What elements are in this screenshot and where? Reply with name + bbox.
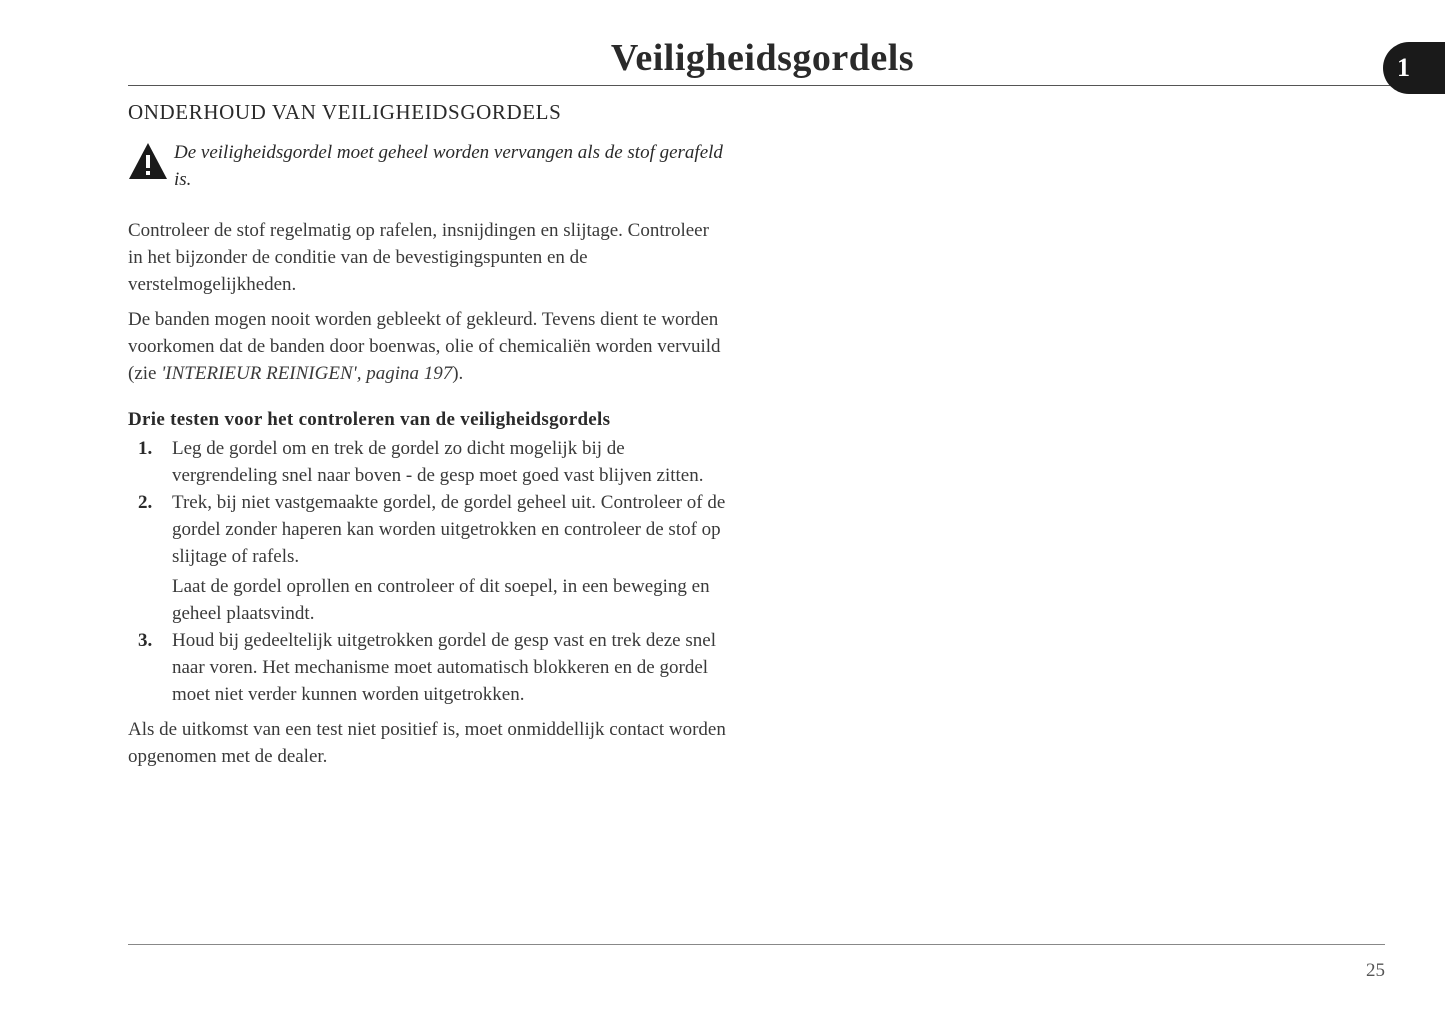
step-number: 1. xyxy=(138,438,153,459)
test-step xyxy=(128,435,728,489)
step-text: Leg de gordel om en trek de gordel zo dicht mogelijk bij de vergrendeling snel naar boven - de gesp moet goed vast blijven zitten. xyxy=(172,438,704,486)
paragraph-inspection: Controleer de stof regelmatig op rafelen, insnijdingen en slijtage. Controleer in het bijzonder de conditie van de bevestigingspunten en de verstelmogelijkheden. xyxy=(128,220,709,295)
content-column xyxy=(128,100,728,778)
paragraph-cleaning-text: De banden mogen nooit worden gebleekt of gekleurd. Tevens dient te worden voorkomen dat de banden door boenwas, olie of chemicaliën worden vervuild (zie xyxy=(128,309,721,384)
paragraph-cleaning xyxy=(128,306,728,387)
tests-subheading: Drie testen voor het controleren van de veiligheidsgordels xyxy=(128,409,611,430)
page-title: Veiligheidsgordels xyxy=(610,37,915,79)
warning-text: De veiligheidsgordel moet geheel worden vervangen als de stof gerafeld is. xyxy=(174,142,723,190)
paragraph-conclusion: Als de uitkomst van een test niet positief is, moet onmiddellijk contact worden opgenomen met de dealer. xyxy=(128,719,726,767)
warning-box xyxy=(128,139,728,193)
step-text: Trek, bij niet vastgemaakte gordel, de gordel geheel uit. Controleer of de gordel zonder haperen kan worden uitgetrokken en controleer de stof op slijtage of rafels. xyxy=(172,492,726,567)
chapter-tab: 1 xyxy=(1383,42,1445,94)
test-step xyxy=(128,627,728,708)
header-rule xyxy=(128,85,1390,86)
warning-icon xyxy=(128,141,168,181)
step-number: 3. xyxy=(138,630,153,651)
paragraph-cleaning-end: ). xyxy=(452,363,464,384)
step-extra-text: Laat de gordel oprollen en controleer of dit soepel, in een beweging en geheel plaatsvindt. xyxy=(172,576,710,624)
step-number: 2. xyxy=(138,492,153,513)
footer-rule xyxy=(128,944,1385,945)
test-step xyxy=(128,489,728,627)
cross-reference: 'INTERIEUR REINIGEN', pagina 197 xyxy=(161,363,453,384)
test-steps-list xyxy=(128,435,728,708)
step-text: Houd bij gedeeltelijk uitgetrokken gordel de gesp vast en trek deze snel naar voren. Het mechanisme moet automatisch blokkeren en de gordel moet niet verder kunnen worden uitgetrokken. xyxy=(172,630,716,705)
page-number: 25 xyxy=(1366,960,1385,981)
section-heading: ONDERHOUD VAN VEILIGHEIDSGORDELS xyxy=(128,100,562,124)
